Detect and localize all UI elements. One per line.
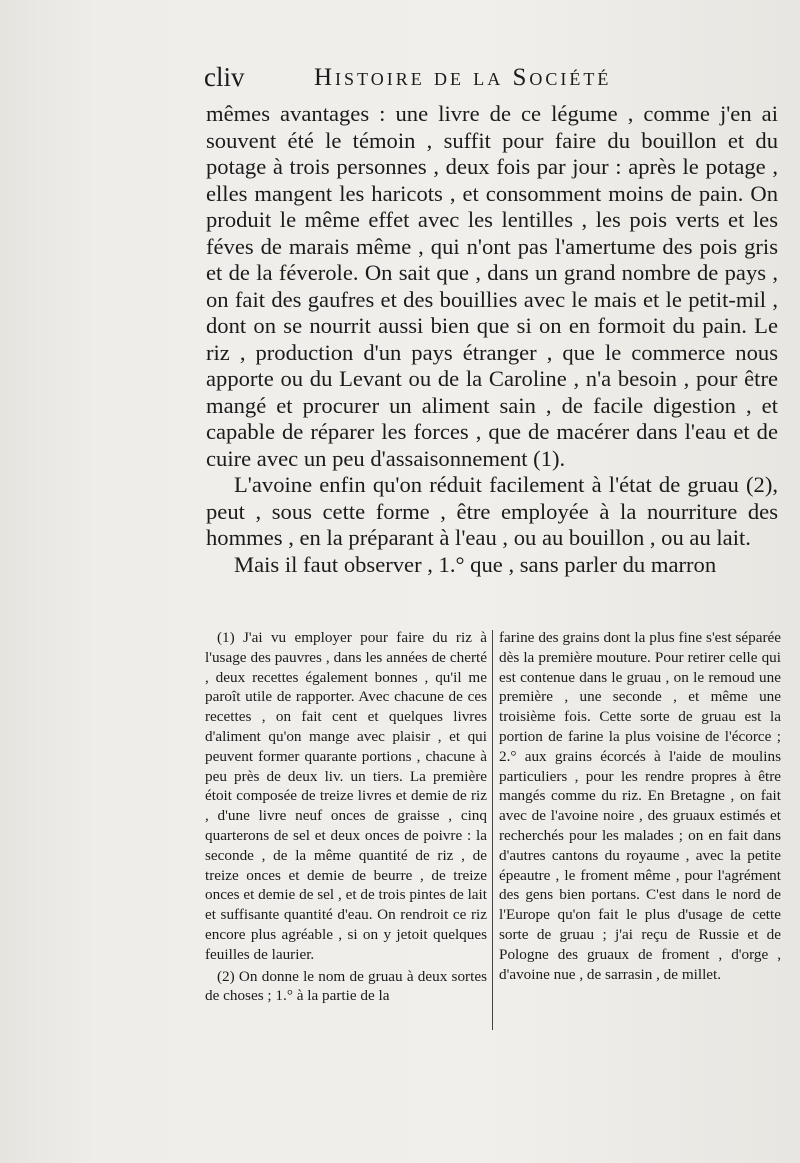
footnotes bbox=[205, 628, 781, 1038]
body-paragraph: L'avoine enfin qu'on réduit facilement à l'état de gruau (2), peut , sous cette forme , être employée à la nourriture des hommes , en la préparant à l'eau , ou au bouillon , ou au lait. bbox=[206, 472, 778, 550]
main-text bbox=[206, 101, 778, 578]
running-title: Histoire de la Société bbox=[314, 64, 612, 91]
footnote-2-continued: farine des grains dont la plus fine s'est séparée dès la première mouture. Pour retirer celle qui est contenue dans le gruau , on le remoud une première , une seconde , et même une troisième fois. Cette sorte de gruau est la portion de farine la plus voisine de l'écorce ; 2.° aux grains écorcés à l'aide de moulins particuliers , pour les rendre propres à être mangés comme du riz. En Bretagne , on fait avec de l'avoine noire , des gruaux estimés et recherchés pour les malades ; on en fait dans d'autres cantons du royaume , avec la petite épeautre , le froment même , pour l'agrément des gens bien portans. C'est dans le nord de l'Europe qu'on fait le plus d'usage de cette sorte de gruau ; j'ai reçu de Russie et de Pologne des gruaux de froment , d'orge , d'avoine nue , de sarrasin , de millet. bbox=[499, 629, 781, 983]
column-divider bbox=[492, 630, 493, 1030]
footnote-2: (2) On donne le nom de gruau à deux sortes de choses ; 1.° à la partie de la bbox=[205, 967, 487, 1005]
page-header bbox=[204, 62, 794, 96]
footnote-column-right bbox=[499, 628, 781, 984]
footnote-1: (1) J'ai vu employer pour faire du riz à l'usage des pauvres , dans les années de cherté , deux recettes également bonnes , qu'il me paroît utile de rapporter. Avec chacune de ces recettes , on fait cent et quelques livres d'aliment qu'on mange avec plaisir , et qui peuvent former quarante portions , chacune à peu près de deux liv. un tiers. La première étoit composée de treize livres et demie de riz , d'une livre neuf onces de graisse , cinq quarterons de sel et deux onces de poivre : la seconde , de la même quantité de riz , de treize onces et demie de beurre , de treize onces et demie de sel , et de trois pintes de lait et suffisante quantité d'eau. On rendroit ce riz encore plus agréable , si on y jetoit quelques feuilles de laurier. bbox=[205, 629, 487, 963]
body-paragraph: Mais il faut observer , 1.° que , sans parler du marron bbox=[234, 551, 717, 577]
body-paragraph: mêmes avantages : une livre de ce légume , comme j'en ai souvent été le témoin , suffit pour faire du bouillon et du potage à trois personnes , deux fois par jour : après le potage , elles mangent les haricots , et consomment moins de pain. On produit le même effet avec les lentilles , les pois verts et les féves de marais même , qui n'ont pas l'amertume des pois gris et de la féverole. On sait que , dans un grand nombre de pays , on fait des gaufres et des bouillies avec le mais et le petit-mil , dont on se nourrit aussi bien que si on en formoit du pain. Le riz , production d'un pays étranger , que le commerce nous apporte ou du Levant ou de la Caroline , n'a besoin , pour être mangé et procurer un aliment sain , de facile digestion , et capable de réparer les forces , que de macérer dans l'eau et de cuire avec un peu d'assaisonnement (1). bbox=[206, 101, 778, 471]
footnote-column-left bbox=[205, 628, 487, 1006]
page-number: cliv bbox=[204, 62, 245, 92]
